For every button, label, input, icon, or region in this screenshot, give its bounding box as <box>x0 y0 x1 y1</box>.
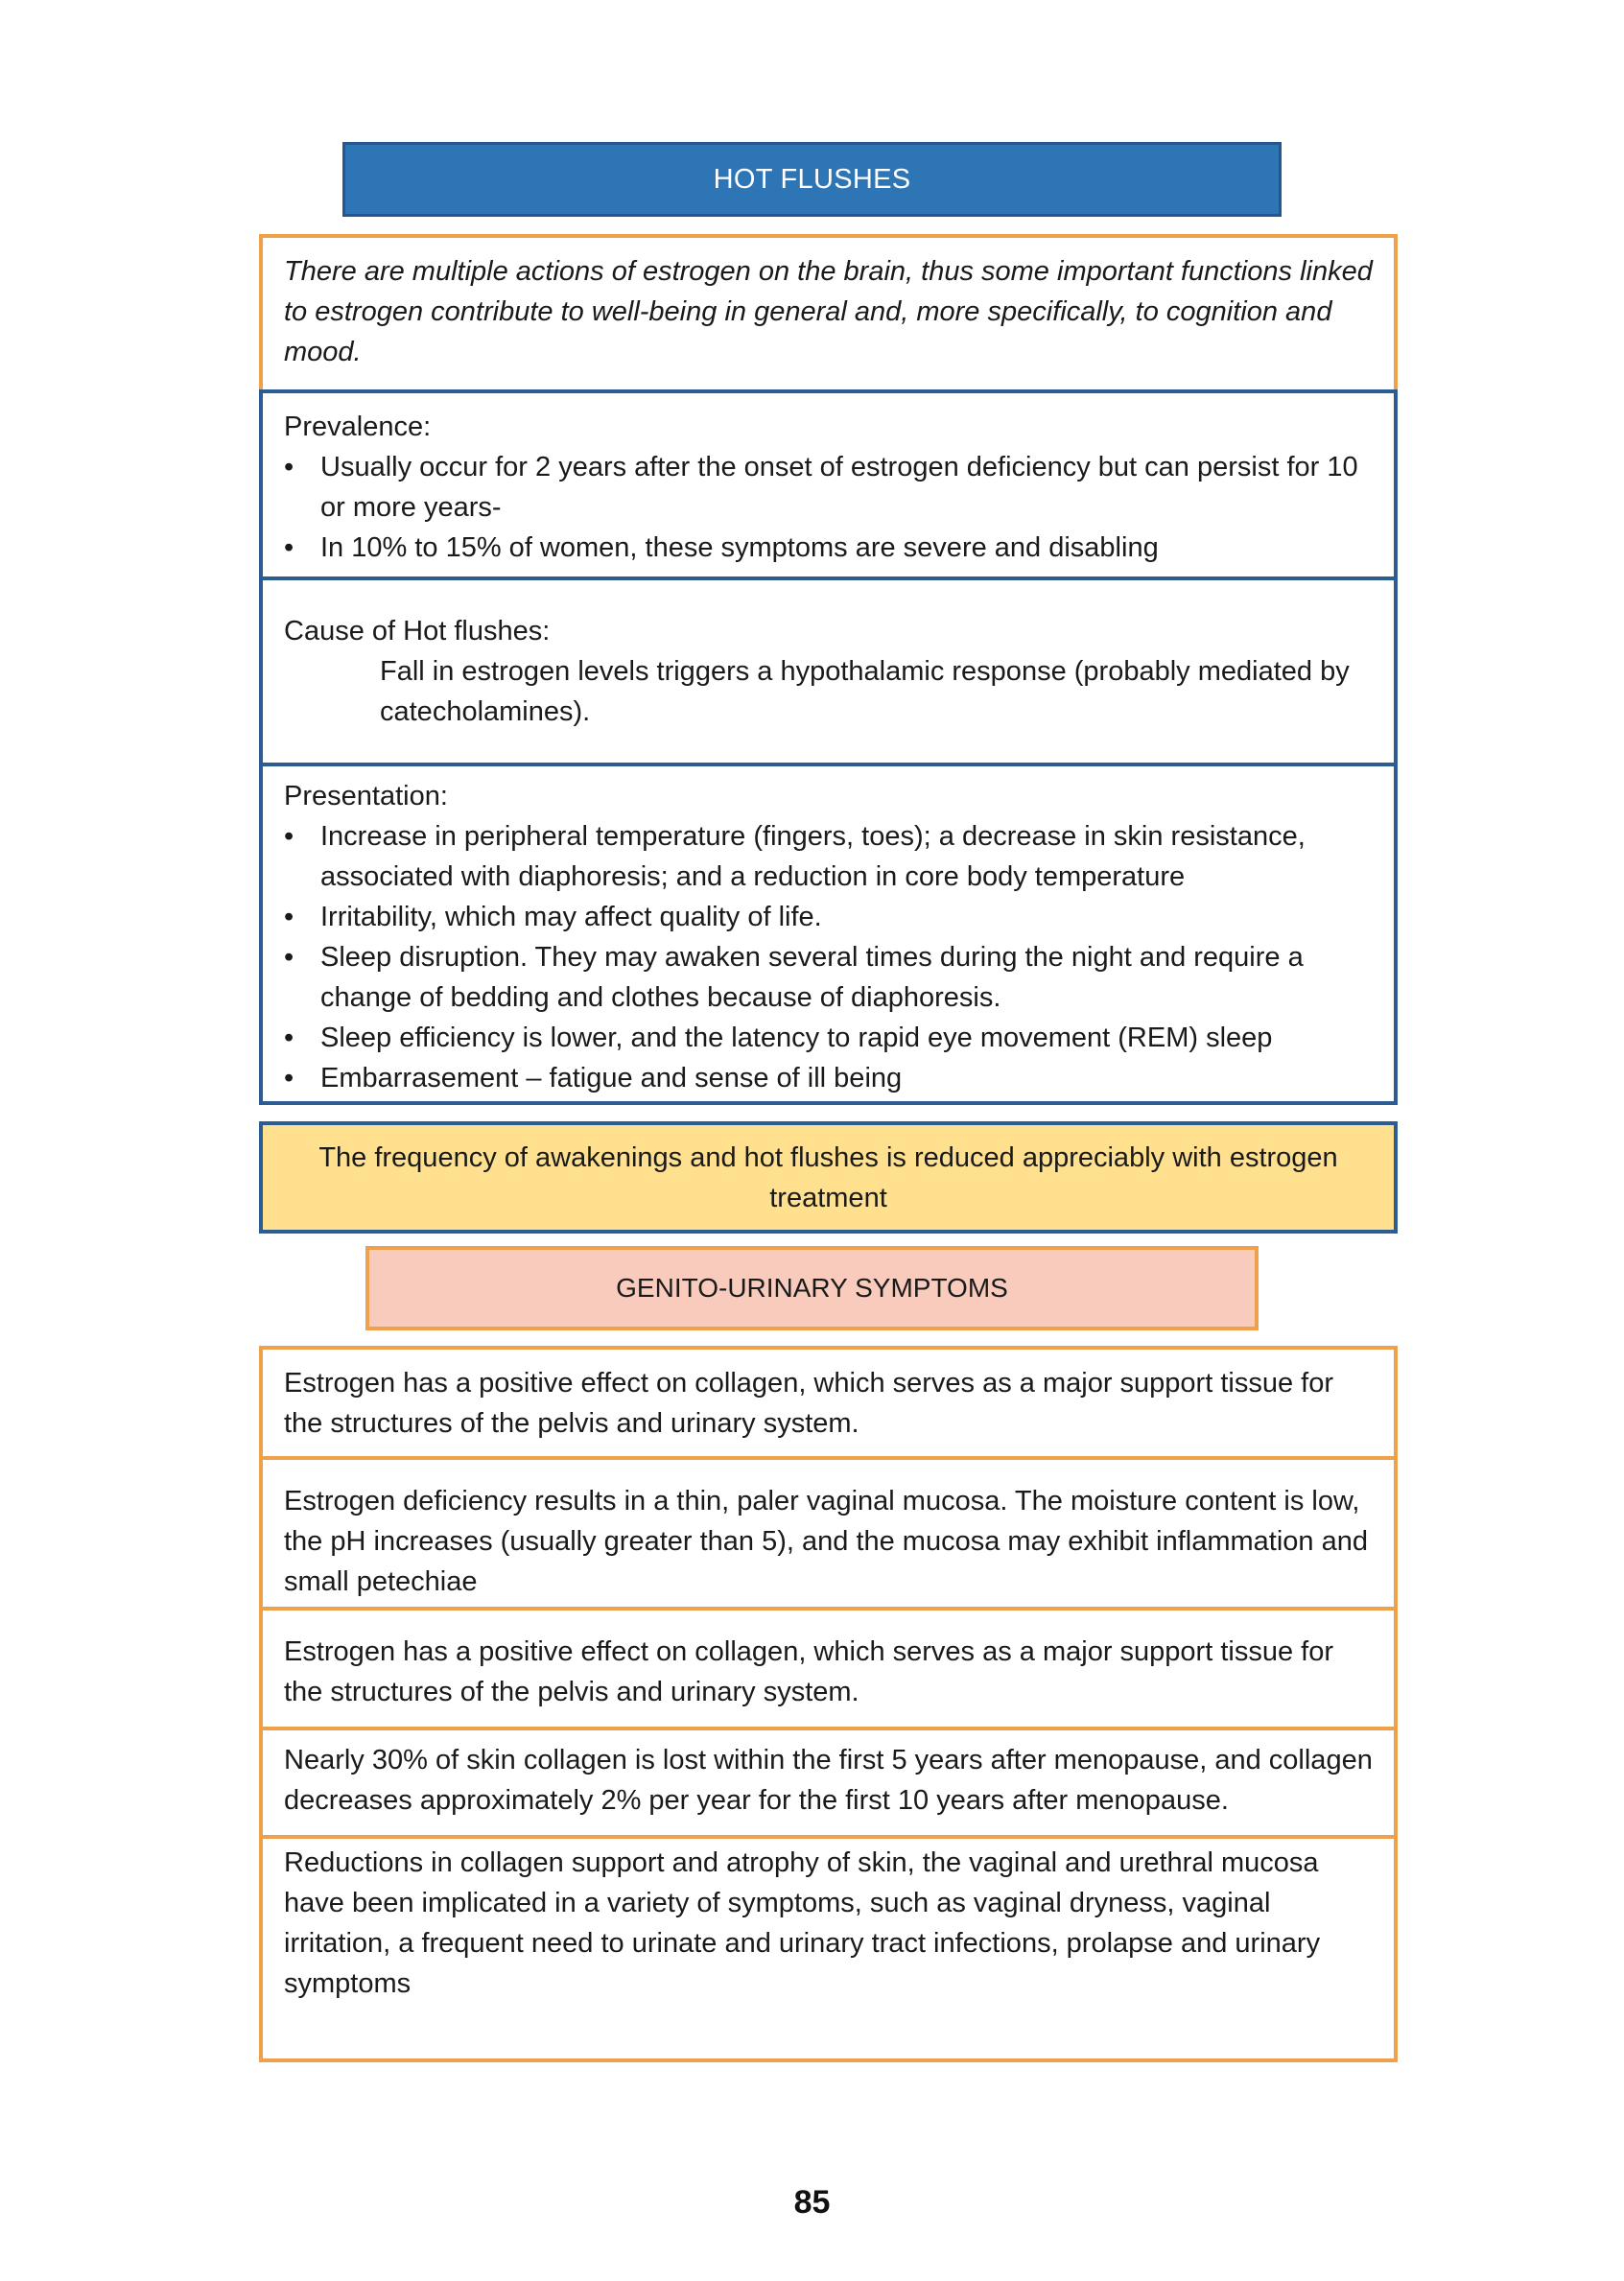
gu-paragraph-box <box>259 1835 1398 2062</box>
gu-paragraph-box <box>259 1607 1398 1729</box>
list-item: • Irritability, which may affect quality of life. <box>284 897 1373 937</box>
paragraph: Estrogen deficiency results in a thin, paler vaginal mucosa. The moisture content is low, the pH increases (usually greater than 5), and the mucosa may exhibit inflammation and small petechiae <box>284 1486 1368 1597</box>
hot-flushes-title: HOT FLUSHES <box>713 163 911 195</box>
list-item: • Increase in peripheral temperature (fingers, toes); a decrease in skin resistance, associated with diaphoresis; and a reduction in core body temperature <box>284 816 1373 897</box>
presentation-list <box>284 816 1373 1098</box>
genito-urinary-title: GENITO-URINARY SYMPTOMS <box>616 1273 1008 1303</box>
gu-paragraph-box <box>259 1456 1398 1610</box>
gu-paragraph-box <box>259 1727 1398 1838</box>
gu-paragraph-box <box>259 1346 1398 1458</box>
hot-flushes-header <box>342 142 1282 217</box>
cause-text: Fall in estrogen levels triggers a hypothalamic response (probably mediated by catecholamines). <box>380 656 1350 727</box>
paragraph: Estrogen has a positive effect on collagen, which serves as a major support tissue for the structures of the pelvis and urinary system. <box>284 1368 1333 1439</box>
estrogen-brain-intro-box <box>259 234 1398 393</box>
list-item: • Sleep efficiency is lower, and the latency to rapid eye movement (REM) sleep <box>284 1018 1373 1058</box>
paragraph: Nearly 30% of skin collagen is lost within the first 5 years after menopause, and collagen decreases approximately 2% per year for the first 10 years after menopause. <box>284 1745 1373 1816</box>
cause-box <box>259 576 1398 766</box>
page-number: 85 <box>793 2184 831 2221</box>
cause-heading: Cause of Hot flushes: <box>284 616 551 647</box>
list-item: • In 10% to 15% of women, these symptoms are severe and disabling <box>284 528 1373 568</box>
presentation-heading: Presentation: <box>284 781 448 811</box>
prevalence-box <box>259 389 1398 580</box>
list-item: • Usually occur for 2 years after the onset of estrogen deficiency but can persist for 10 or more years- <box>284 447 1373 528</box>
list-item: • Sleep disruption. They may awaken several times during the night and require a change of bedding and clothes because of diaphoresis. <box>284 937 1373 1018</box>
intro-text: There are multiple actions of estrogen on the brain, thus some important functions linked to estrogen contribute to well-being in general and, more specifically, to cognition and mood. <box>284 256 1373 367</box>
prevalence-list <box>284 447 1373 568</box>
highlight-text: The frequency of awakenings and hot flushes is reduced appreciably with estrogen treatment <box>318 1141 1338 1213</box>
prevalence-heading: Prevalence: <box>284 412 432 442</box>
list-item: • Embarrasement – fatigue and sense of ill being <box>284 1058 1373 1098</box>
paragraph: Reductions in collagen support and atrophy of skin, the vaginal and urethral mucosa have been implicated in a variety of symptoms, such as vaginal dryness, vaginal irritation, a frequent need to urinate and urinary tract infections, prolapse and urinary symptoms <box>284 1847 1321 1999</box>
estrogen-treatment-highlight <box>259 1121 1398 1234</box>
presentation-box <box>259 763 1398 1105</box>
genito-urinary-header <box>365 1246 1259 1330</box>
paragraph: Estrogen has a positive effect on collagen, which serves as a major support tissue for the structures of the pelvis and urinary system. <box>284 1636 1333 1707</box>
